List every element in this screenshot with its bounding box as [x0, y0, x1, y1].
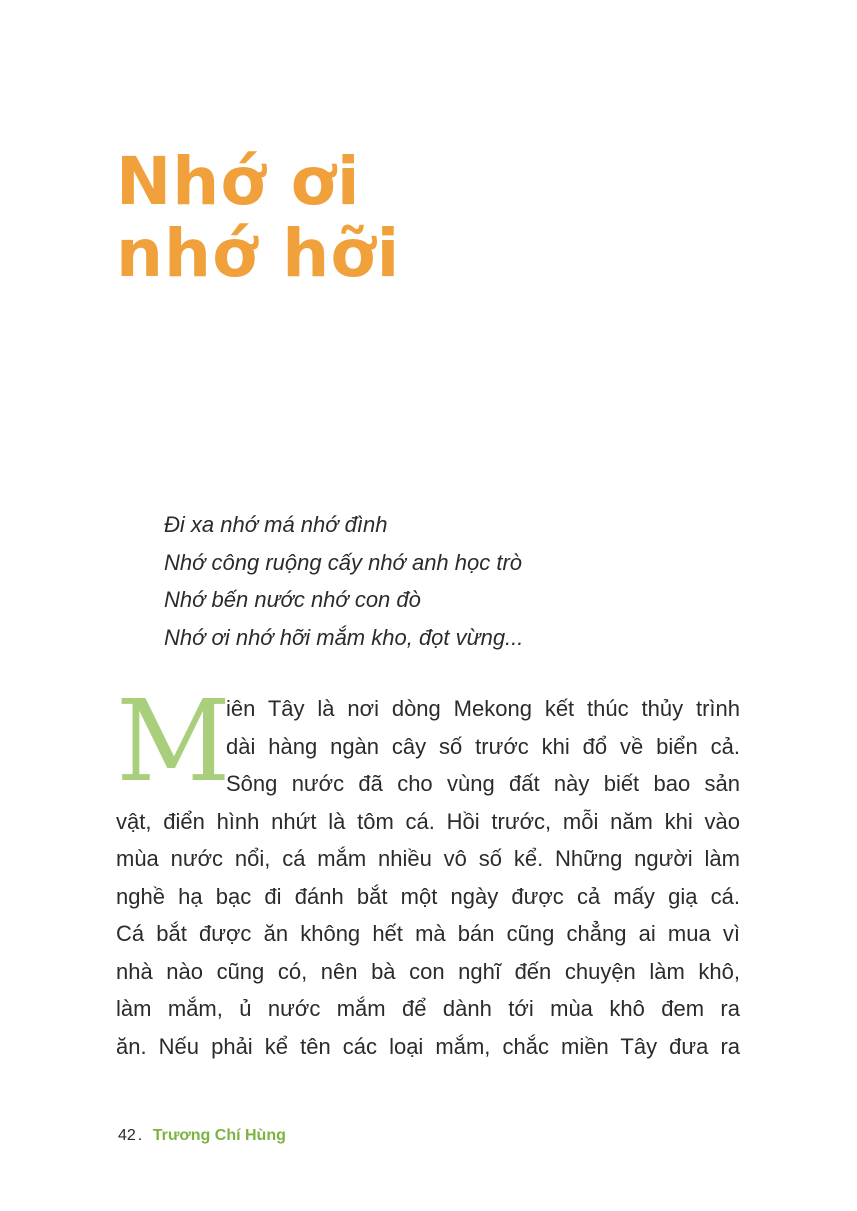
body-line-10: ăn. Nếu phải kể tên các loại mắm, chắc miền Tây đưa ra — [116, 1033, 740, 1059]
page-number: 42 — [118, 1127, 136, 1144]
body-line-1: iên Tây là nơi dòng Mekong kết thúc thủy trình — [226, 696, 740, 721]
body-line-5: mùa nước nổi, cá mắm nhiều vô số kể. Những người làm — [116, 846, 740, 871]
poem-line-3: Nhớ bến nước nhớ con đò — [164, 587, 421, 612]
body-line-8: nhà nào cũng có, nên bà con nghĩ đến chuyện làm khô, — [116, 958, 740, 984]
poem-line-1: Đi xa nhớ má nhớ đình — [164, 512, 388, 537]
chapter-title — [116, 143, 401, 292]
epigraph-poem — [164, 506, 744, 656]
page-footer — [118, 1126, 286, 1146]
body-line-4: vật, điển hình nhứt là tôm cá. Hồi trước, mỗi năm khi vào — [116, 808, 740, 834]
body-line-7: Cá bắt được ăn không hết mà bán cũng chẳng ai mua vì — [116, 921, 740, 946]
body-line-6: nghề hạ bạc đi đánh bắt một ngày được cả mấy giạ cá. — [116, 883, 740, 909]
poem-line-2: Nhớ công ruộng cấy nhớ anh học trò — [164, 549, 523, 575]
body-paragraph — [116, 690, 740, 1065]
author-name: Trương Chí Hùng — [152, 1127, 286, 1144]
footer-separator: . — [137, 1127, 143, 1144]
drop-cap-letter: M — [116, 677, 231, 807]
poem-line-4: Nhớ ơi nhớ hỡi mắm kho, đọt vừng... — [164, 624, 524, 650]
chapter-title-line-1: Nhớ ơi — [116, 143, 361, 220]
body-line-9: làm mắm, ủ nước mắm để dành tới mùa khô đem ra — [116, 996, 740, 1021]
body-line-3: Sông nước đã cho vùng đất này biết bao sản — [226, 771, 740, 796]
body-line-2: dài hàng ngàn cây số trước khi đổ về biển cả. — [226, 733, 740, 759]
chapter-title-line-2: nhớ hỡi — [116, 215, 401, 292]
